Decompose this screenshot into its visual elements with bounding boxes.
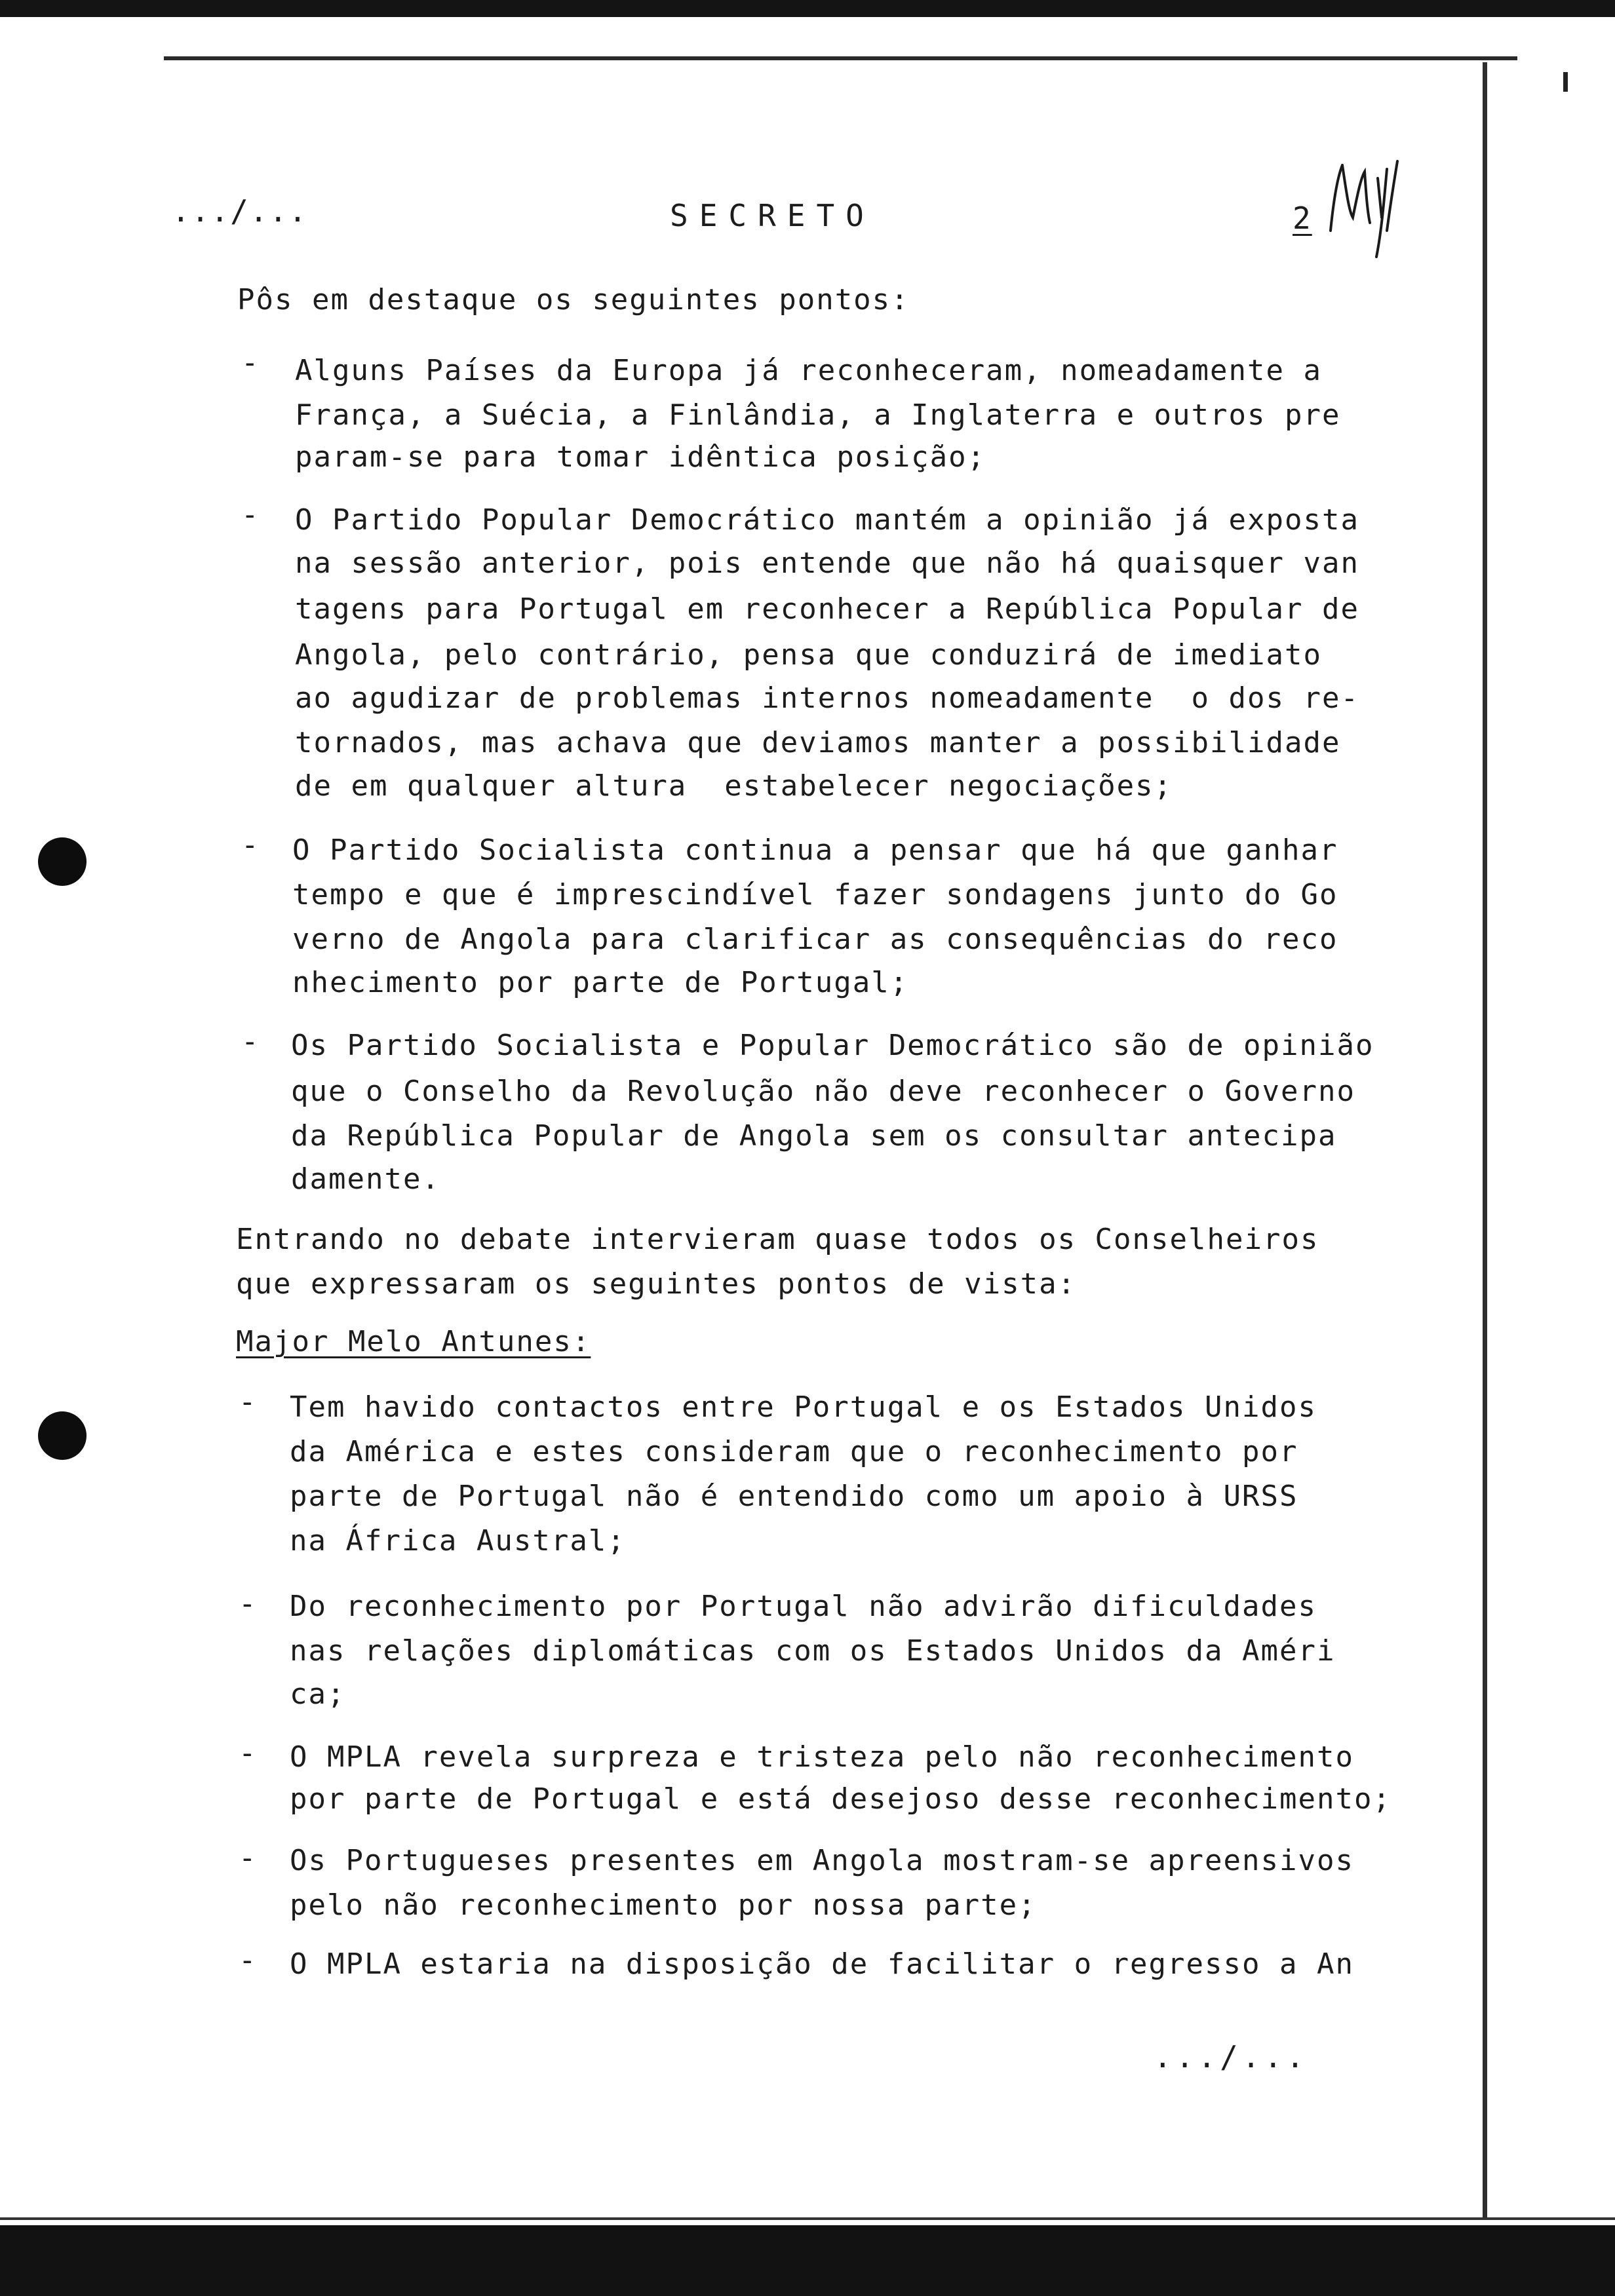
point-line: por parte de Portugal e está desejoso desse reconhecimento; [290,1782,1391,1816]
point-line: Tem havido contactos entre Portugal e os Estados Unidos [290,1390,1317,1424]
bullet-dash: - [239,1587,256,1620]
bullet-dash: - [239,1736,256,1770]
point-line: na África Austral; [290,1524,626,1558]
bullet-dash: - [239,1943,256,1977]
point-line: nas relações diplomáticas com os Estados Unidos da Améri [290,1634,1336,1668]
scan-top-rule [164,56,1517,60]
punch-hole [38,1411,87,1460]
point-line: Os Portugueses presentes em Angola mostram-se apreensivos [290,1844,1354,1877]
page-number: 2 [1293,201,1312,236]
scan-bottom-border [0,2225,1615,2296]
point-line: O Partido Popular Democrático mantém a opinião já exposta [295,503,1359,537]
continuation-mark: .../... [172,193,308,229]
point-line: ca; [290,1677,346,1711]
bullet-dash: - [241,1025,259,1058]
point-line: parte de Portugal não é entendido como um apoio à URSS [290,1480,1298,1513]
bullet-dash: - [239,1385,256,1419]
intro-text: Pôs em destaque os seguintes pontos: [237,283,910,316]
point-line: O MPLA estaria na disposição de facilitar o regresso a An [290,1947,1354,1981]
bullet-dash: - [239,1841,256,1875]
point-line: Angola, pelo contrário, pensa que conduzirá de imediato [295,638,1322,672]
scan-top-border [0,0,1615,17]
scan-bottom-rule [0,2217,1615,2220]
point-line: tagens para Portugal em reconhecer a República Popular de [295,592,1359,626]
point-line: pelo não reconhecimento por nossa parte; [290,1888,1037,1922]
scan-mark [1563,72,1568,92]
point-line: Alguns Países da Europa já reconheceram, nomeadamente a [295,354,1322,387]
debate-line: Entrando no debate intervieram quase todos os Conselheiros [236,1223,1319,1256]
point-line: tempo e que é imprescindível fazer sondagens junto do Go [292,878,1338,911]
point-line: damente. [291,1162,440,1196]
punch-hole [38,837,87,886]
point-line: Do reconhecimento por Portugal não advirão dificuldades [290,1590,1317,1623]
point-line: que o Conselho da Revolução não deve reconhecer o Governo [291,1075,1355,1108]
classification-heading: SECRETO [670,198,875,233]
speaker-heading: Major Melo Antunes: [236,1325,591,1358]
scan-right-edge [1483,62,1487,2218]
point-line: tornados, mas achava que deviamos manter a possibilidade [295,726,1341,759]
point-line: O Partido Socialista continua a pensar que há que ganhar [292,833,1338,867]
bullet-dash: - [241,346,259,379]
point-line: ao agudizar de problemas internos nomeadamente o dos re- [295,681,1359,715]
point-line: da República Popular de Angola sem os consultar antecipa [291,1119,1337,1153]
point-line: França, a Suécia, a Finlândia, a Inglaterra e outros pre [295,398,1341,432]
point-line: na sessão anterior, pois entende que não há quaisquer van [295,546,1359,580]
handwritten-initials [1319,152,1430,263]
bullet-dash: - [241,498,259,531]
footer-continuation-mark: .../... [1154,2039,1308,2075]
point-line: de em qualquer altura estabelecer negociações; [295,769,1173,803]
bullet-dash: - [241,828,259,862]
debate-line: que expressaram os seguintes pontos de vista: [236,1267,1077,1301]
point-line: O MPLA revela surpreza e tristeza pelo não reconhecimento [290,1740,1354,1774]
point-line: param-se para tomar idêntica posição; [295,440,986,474]
point-line: verno de Angola para clarificar as consequências do reco [292,923,1338,956]
point-line: da América e estes consideram que o reconhecimento por [290,1435,1298,1468]
point-line: nhecimento por parte de Portugal; [292,966,909,999]
point-line: Os Partido Socialista e Popular Democrático são de opinião [291,1029,1374,1062]
